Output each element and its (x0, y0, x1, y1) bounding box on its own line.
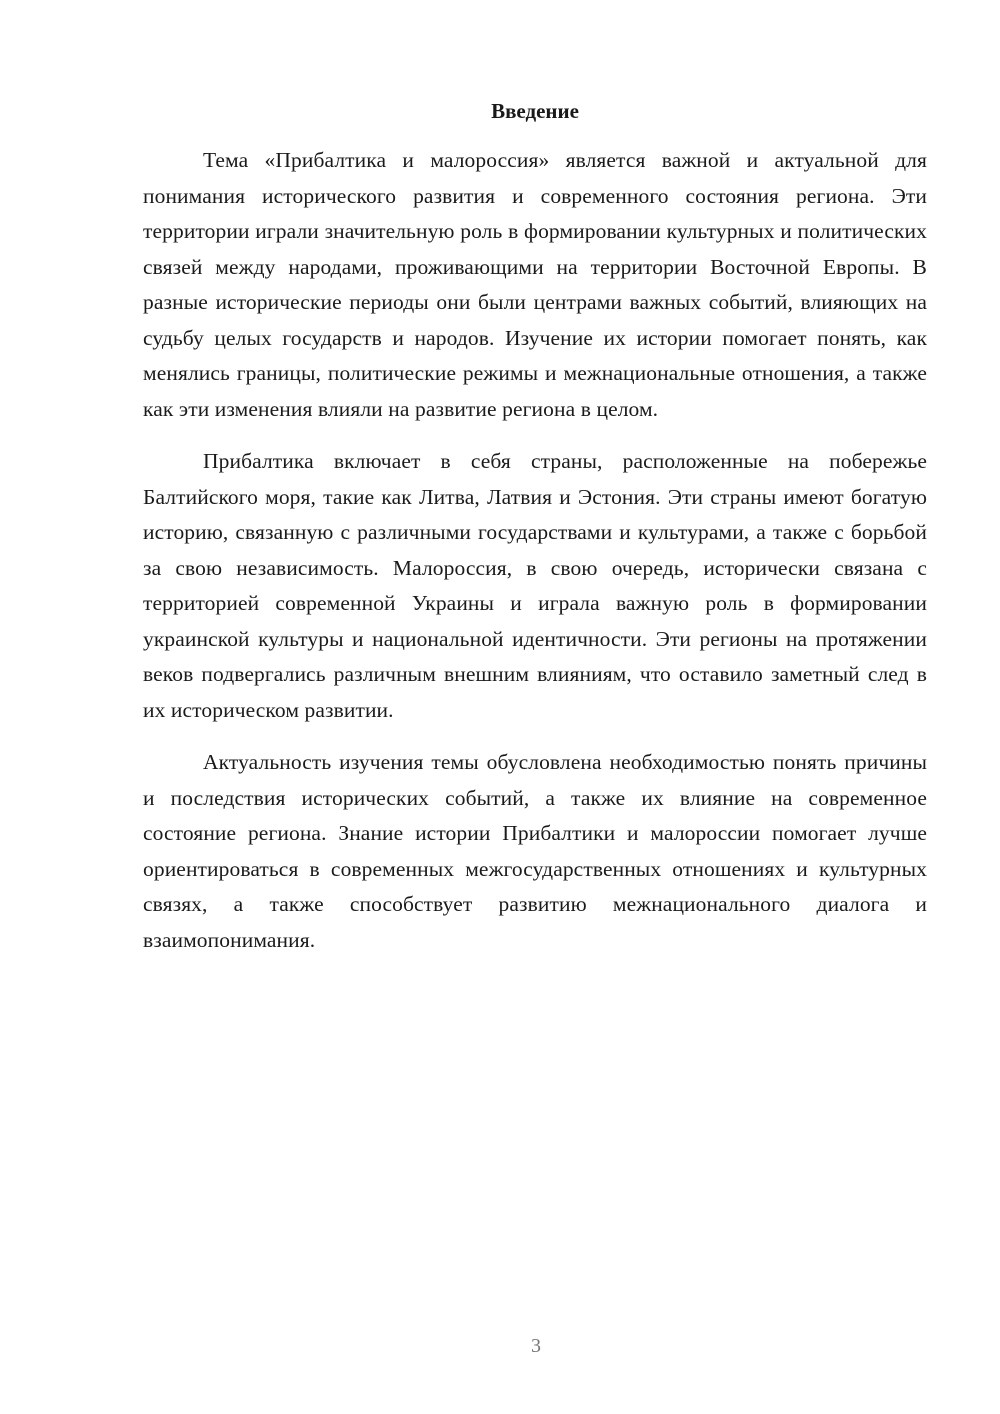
section-heading: Введение (491, 99, 579, 123)
paragraph-3: Актуальность изучения темы обусловлена необходимостью понять причины и последствия исторических событий, а также их влияние на современное состояние региона. Знание истории Прибалтики и малороссии помогает лучше ориентироваться в современных межгосударственных отношениях и культурных связях, а также способствует развитию межнационального диалога и взаимопонимания. (143, 750, 927, 952)
paragraph-2: Прибалтика включает в себя страны, расположенные на побережье Балтийского моря, такие как Литва, Латвия и Эстония. Эти страны имеют богатую историю, связанную с различными государствами и культурами, а также с борьбой за свою независимость. Малороссия, в свою очередь, исторически связана с территорией современной Украины и играла важную роль в формировании украинской культуры и национальной идентичности. Эти регионы на протяжении веков подвергались различным внешним влияниям, что оставило заметный след в их историческом развитии. (143, 449, 927, 722)
paragraph-1: Тема «Прибалтика и малороссия» является важной и актуальной для понимания исторического развития и современного состояния региона. Эти территории играли значительную роль в формировании культурных и политических связей между народами, проживающими на территории Восточной Европы. В разные исторические периоды они были центрами важных событий, влияющих на судьбу целых государств и народов. Изучение их истории помогает понять, как менялись границы, политические режимы и межнациональные отношения, а также как эти изменения влияли на развитие региона в целом. (143, 148, 927, 421)
page-number: 3 (531, 1335, 541, 1357)
page-content (143, 96, 927, 975)
